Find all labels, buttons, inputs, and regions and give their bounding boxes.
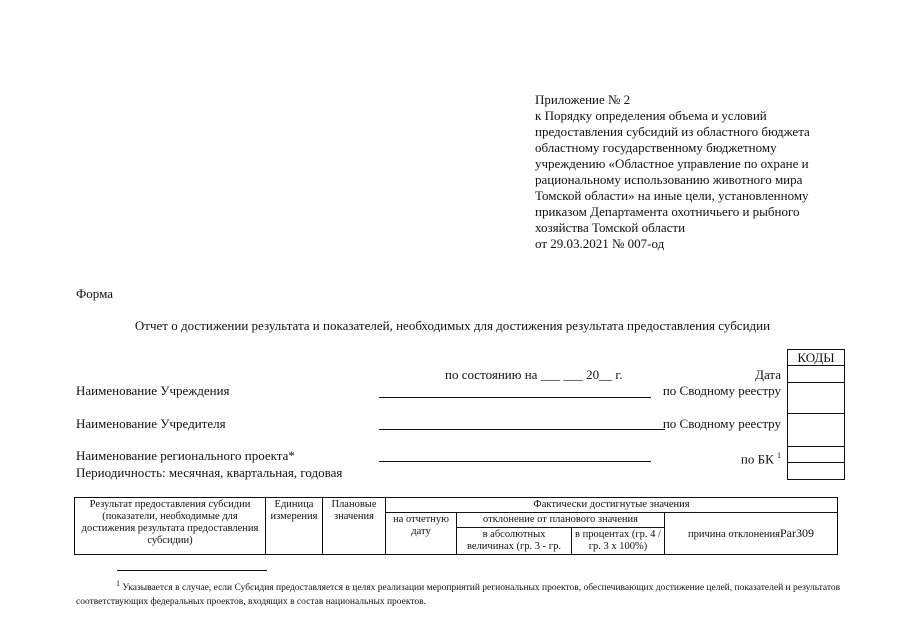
appendix-line: хозяйства Томской области (535, 220, 686, 235)
project-field[interactable] (379, 461, 651, 462)
col-plan-header: Плановые значения (323, 498, 386, 555)
bk-label-text: по БК (740, 451, 774, 467)
col-reason-text: причина отклонения (688, 528, 780, 540)
institution-label: Наименование Учреждения (76, 383, 230, 398)
col-actual-header: Фактически достигнутые значения (386, 498, 838, 513)
footnote-text: Указывается в случае, если Субсидия предоставляется в целях реализации мероприятий региональных проектов, обеспечивающих достижение целей, показателей и результатов соответствующих федеральных проектов, входящих в состав национальных проектов. (76, 583, 841, 608)
code-registry-cell-2[interactable] (787, 414, 845, 447)
col-deviation-header: отклонение от планового значения (457, 513, 665, 528)
col-abs-header: в абсолютных величинах (гр. 3 - гр. (457, 528, 572, 555)
col-unit-header: Единица измерения (266, 498, 323, 555)
appendix-line: областному государственному бюджетному (535, 140, 777, 155)
periodicity-label: Периодичность: месячная, квартальная, годовая (76, 465, 343, 480)
project-label: Наименование регионального проекта* (76, 448, 295, 463)
col-report-date-header: на отчетную дату (386, 513, 457, 555)
col-result-header: Результат предоставления субсидии (показатели, необходимые для достижения результата предоставления субсидии) (75, 498, 266, 555)
bk-label (641, 448, 781, 467)
footnote-mark (76, 579, 120, 593)
appendix-line: Приложение № 2 (535, 92, 631, 107)
codes-header: КОДЫ (787, 349, 845, 366)
appendix-line: Томской области» на иные цели, установленному (535, 188, 809, 203)
col-pct-header: в процентах (гр. 4 / гр. 3 x 100%) (572, 528, 665, 555)
page-title: Отчет о достижении результата и показателей, необходимых для достижения результата предоставления субсидии (134, 318, 771, 333)
appendix-block (535, 92, 865, 252)
registry-label-2: по Сводному реестру (662, 416, 781, 431)
code-registry-cell[interactable] (787, 383, 845, 414)
founder-label: Наименование Учредителя (76, 416, 226, 431)
footnote-mark-text: 1 (116, 579, 120, 588)
institution-field[interactable] (379, 397, 651, 398)
footnote (76, 577, 856, 609)
appendix-line: учреждению «Областное управление по охране и (535, 156, 809, 171)
col-reason-header (665, 513, 838, 555)
appendix-line: приказом Департамента охотничьего и рыбного (535, 204, 800, 219)
registry-label: по Сводному реестру (662, 383, 781, 398)
code-bk-cell[interactable] (787, 447, 845, 463)
as-of-date: по состоянию на ___ ___ 20__ г. (445, 367, 623, 382)
appendix-line: к Порядку определения объема и условий (535, 108, 767, 123)
codes-box (787, 349, 845, 480)
results-table (74, 497, 838, 555)
bk-footnote-mark: 1 (777, 451, 781, 460)
appendix-line: от 29.03.2021 № 007-од (535, 236, 665, 251)
code-period-cell[interactable] (787, 463, 845, 480)
code-date-cell[interactable] (787, 366, 845, 383)
founder-field[interactable] (379, 429, 665, 430)
appendix-line: рациональному использованию животного мира (535, 172, 803, 187)
footnote-divider (117, 570, 267, 571)
appendix-line: предоставления субсидий из областного бюджета (535, 124, 810, 139)
form-label: Форма (76, 286, 113, 301)
date-label: Дата (755, 367, 781, 382)
col-reason-suffix: Par309 (779, 525, 814, 540)
